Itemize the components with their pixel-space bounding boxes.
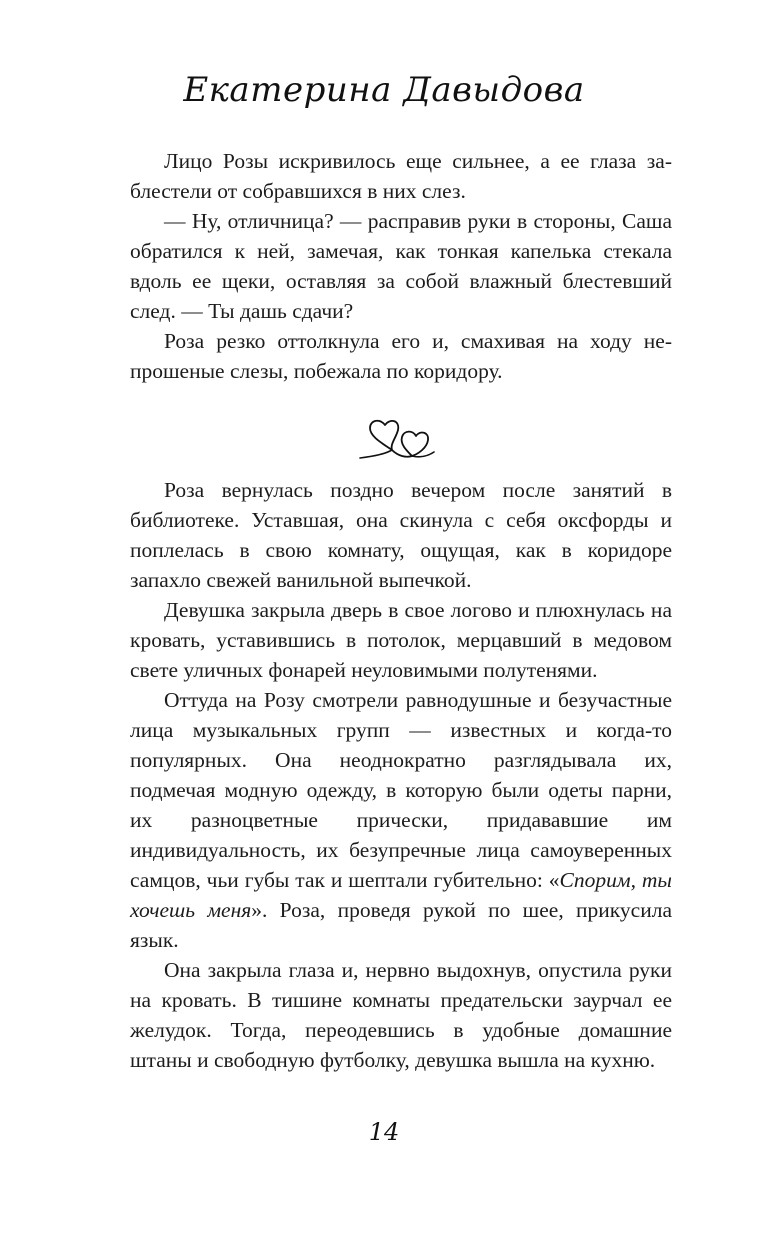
italic-quote: Спорим, ты хочешь меня bbox=[130, 868, 672, 922]
running-header-author: Екатерина Давыдова bbox=[183, 70, 585, 110]
paragraph: Роза резко оттолкнула его и, смахивая на ходу непрошеные слезы, побежала по коридору. bbox=[130, 329, 672, 383]
paragraph bbox=[130, 685, 672, 955]
page-number: 14 bbox=[368, 1118, 400, 1146]
text-block-second bbox=[130, 475, 672, 1075]
paragraph-text: ». Роза, проведя рукой по шее, прикусила язык. bbox=[130, 898, 672, 952]
paragraph: Девушка закрыла дверь в свое логово и плюхнулась на кровать, уставившись в потолок, мерцавший в медовом свете уличных фонарей неуловимыми полутенями. bbox=[130, 598, 672, 682]
paragraph: Лицо Розы искривилось еще сильнее, а ее глаза заблестели от собравшихся в них слез. bbox=[130, 149, 672, 203]
paragraph: — Ну, отличница? — расправив руки в стороны, Саша обратился к ней, замечая, как тонкая капелька стекала вдоль ее щеки, оставляя за собой влажный блестевший след. — Ты дашь сдачи? bbox=[130, 209, 672, 323]
paragraph: Роза вернулась поздно вечером после занятий в библиотеке. Уставшая, она скинула с себя оксфорды и поплелась в свою комнату, ощущая, как в коридоре запахло свежей ванильной выпечкой. bbox=[130, 478, 672, 592]
paragraph-text: Оттуда на Розу смотрели равнодушные и безучастные лица музыкальных групп — известных и когда-то популярных. Она неоднократно разглядывала их, подмечая модную одежду, в которую были одеты парни, их разноцветные прически, придававшие им индивидуальность, их безупречные лица самоуверенных самцов, чьи губы так и шептали губительно: « bbox=[130, 688, 672, 892]
text-block-first bbox=[130, 146, 672, 386]
double-heart-divider-icon bbox=[340, 410, 450, 470]
paragraph: Она закрыла глаза и, нервно выдохнув, опустила руки на кровать. В тишине комнаты предательски заурчал ее желудок. Тогда, переодевшись в удобные домашние штаны и свободную футболку, девушка вышла на кухню. bbox=[130, 958, 672, 1072]
